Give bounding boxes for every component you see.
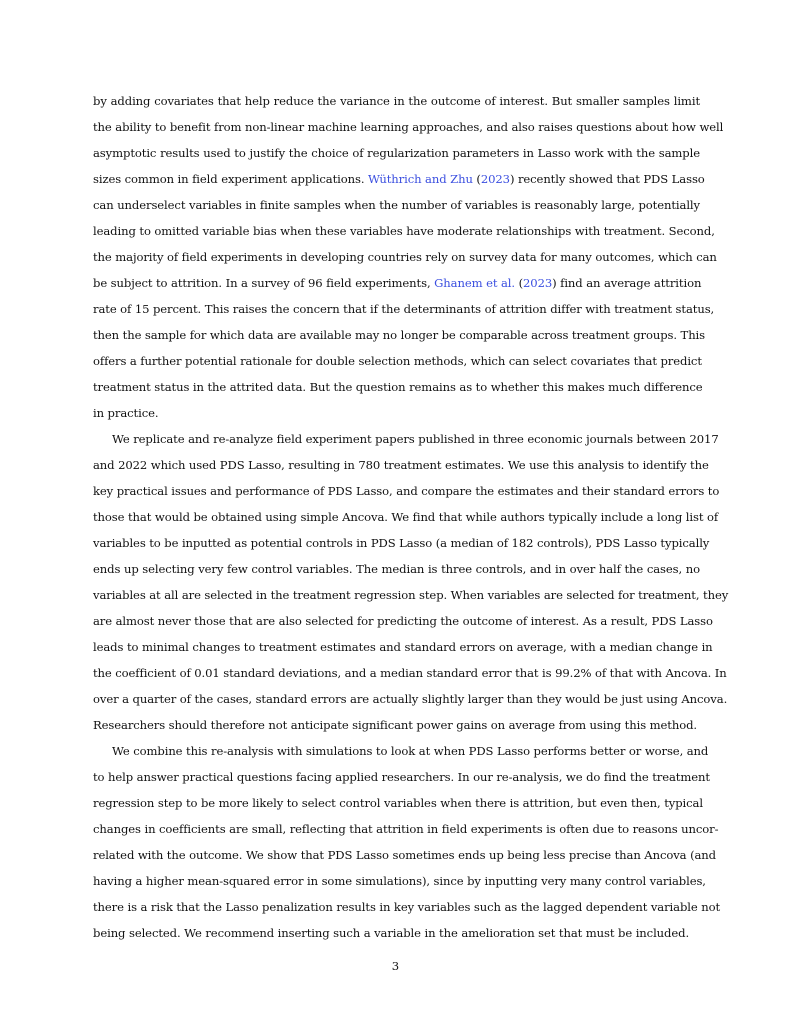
text-line: related with the outcome. We show that PDS Lasso sometimes ends up being less precise than Ancova (and [93,848,716,862]
text-line: offers a further potential rationale for double selection methods, which can select covariates that predict [93,354,702,368]
text-line: and 2022 which used PDS Lasso, resulting in 780 treatment estimates. We use this analysis to identify the [93,458,709,472]
text-line: ends up selecting very few control variables. The median is three controls, and in over half the cases, no [93,562,700,576]
text-line: changes in coefficients are small, reflecting that attrition in field experiments is often due to reasons uncor- [93,822,719,836]
text-line: by adding covariates that help reduce the variance in the outcome of interest. But smaller samples limit [93,94,700,108]
text-line: then the sample for which data are available may no longer be comparable across treatment groups. This [93,328,706,342]
line-text-segment: be subject to attrition. In a survey of 96 field experiments, [93,276,431,290]
text-line: over a quarter of the cases, standard errors are actually slightly larger than they would be just using Ancova. [93,692,728,706]
text-line: are almost never those that are also selected for predicting the outcome of interest. As a result, PDS Lasso [93,614,713,628]
text-line: being selected. We recommend inserting such a variable in the amelioration set that must be included. [93,926,690,940]
line-text-segment: ( [515,276,524,290]
text-line: to help answer practical questions facing applied researchers. In our re-analysis, we do find the treatment [93,770,710,784]
text-line: leads to minimal changes to treatment estimates and standard errors on average, with a median change in [93,640,713,654]
text-line: regression step to be more likely to select control variables when there is attrition, but even then, typical [93,796,703,810]
text-line: those that would be obtained using simple Ancova. We find that while authors typically include a long list of [93,510,719,524]
text-line [93,166,705,192]
text-line: variables at all are selected in the treatment regression step. When variables are selected for treatment, they [93,588,729,602]
text-line: variables to be inputted as potential controls in PDS Lasso (a median of 182 controls), PDS Lasso typically [93,536,710,550]
text-line: can underselect variables in finite samples when the number of variables is reasonably large, potentially [93,198,700,212]
line-text-segment: ) find an average attrition [552,276,702,290]
text-line: leading to omitted variable bias when these variables have moderate relationships with treatment. Second, [93,224,715,238]
text-line: the majority of field experiments in developing countries rely on survey data for many outcomes, which can [93,250,717,264]
citation-link[interactable]: Wüthrich and Zhu [368,172,473,186]
citation-link[interactable]: Ghanem et al. [434,276,515,290]
text-line: the coefficient of 0.01 standard deviations, and a median standard error that is 99.2% of that with Ancova. In [93,666,727,680]
text-line: asymptotic results used to justify the choice of regularization parameters in Lasso work with the sample [93,146,700,160]
line-text-segment: ( [472,172,481,186]
text-line: having a higher mean-squared error in some simulations), since by inputting very many control variables, [93,874,706,888]
text-line: the ability to benefit from non-linear machine learning approaches, and also raises questions about how well [93,120,724,134]
text-line: key practical issues and performance of PDS Lasso, and compare the estimates and their standard errors to [93,484,720,498]
text-line: in practice. [93,406,159,420]
text-line: We replicate and re-analyze field experiment papers published in three economic journals between 2017 [112,432,719,446]
text-line: rate of 15 percent. This raises the concern that if the determinants of attrition differ with treatment status, [93,302,715,316]
line-text-segment: ) recently showed that PDS Lasso [509,172,705,186]
text-line: We combine this re-analysis with simulations to look at when PDS Lasso performs better or worse, and [112,744,709,758]
text-line [93,270,700,296]
text-line: treatment status in the attrited data. But the question remains as to whether this makes much difference [93,380,703,394]
page-number: 3 [391,959,400,973]
text-line: Researchers should therefore not anticipate significant power gains on average from using this method. [93,718,697,732]
citation-year-link[interactable]: 2023 [523,276,553,290]
line-text-segment: sizes common in field experiment applications. [93,172,365,186]
text-line: there is a risk that the Lasso penalization results in key variables such as the lagged dependent variable not [93,900,721,914]
citation-year-link[interactable]: 2023 [480,172,510,186]
